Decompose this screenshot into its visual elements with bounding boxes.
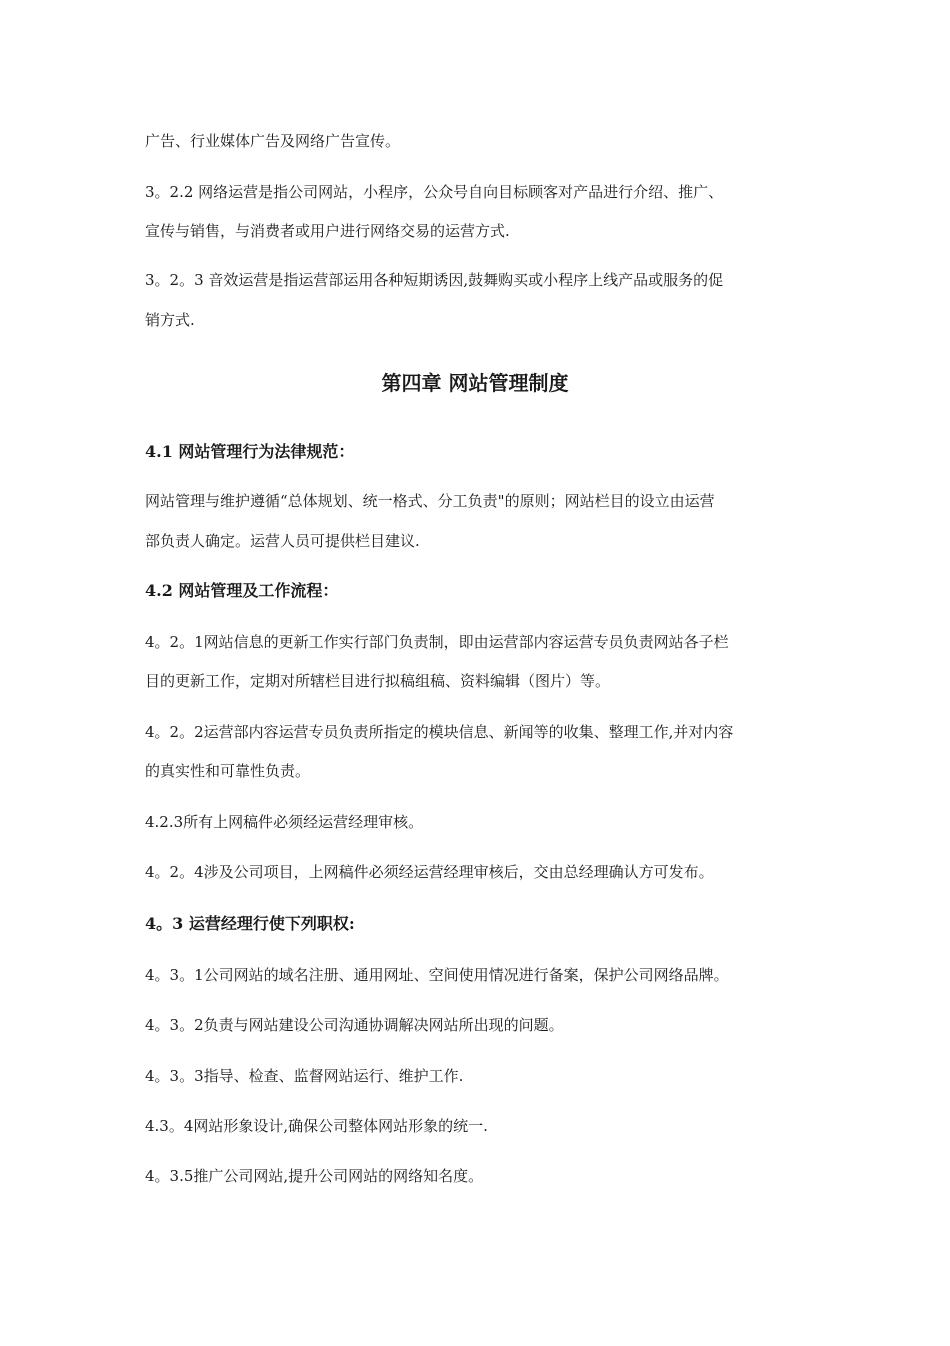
- paragraph-4-3-4: 4.3。4网站形象设计,确保公司整体网站形象的统一.: [145, 1117, 488, 1135]
- paragraph-3-2-2-line-2: 宣传与销售，与消费者或用户进行网络交易的运营方式.: [145, 222, 510, 240]
- intro-line: 广告、行业媒体广告及网络广告宣传。: [145, 132, 401, 150]
- section-4-1-line-2: 部负责人确定。运营人员可提供栏目建议.: [145, 532, 420, 550]
- section-4-3-heading: 4。3 运营经理行使下列职权:: [145, 914, 355, 933]
- paragraph-4-3-2: 4。3。2负责与网站建设公司沟通协调解决网站所出现的问题。: [145, 1016, 564, 1034]
- paragraph-4-2-3: 4.2.3所有上网稿件必须经运营经理审核。: [145, 813, 424, 831]
- section-4-1-line-1: 网站管理与维护遵循“总体规划、统一格式、分工负责"的原则；网站栏目的设立由运营: [145, 492, 715, 510]
- paragraph-4-2-2-line-2: 的真实性和可靠性负责。: [145, 762, 311, 780]
- paragraph-4-2-4: 4。2。4涉及公司项目，上网稿件必须经运营经理审核后，交由总经理确认方可发布。: [145, 863, 714, 881]
- paragraph-4-3-1: 4。3。1公司网站的域名注册、通用网址、空间使用情况进行备案，保护公司网络品牌。: [145, 966, 729, 984]
- paragraph-4-2-1-line-1: 4。2。1网站信息的更新工作实行部门负责制，即由运营部内容运营专员负责网站各子栏: [145, 633, 729, 651]
- paragraph-3-2-3-line-1: 3。2。3 音效运营是指运营部运用各种短期诱因,鼓舞购买或小程序上线产品或服务的促: [145, 271, 724, 289]
- paragraph-4-3-5: 4。3.5推广公司网站,提升公司网站的网络知名度。: [145, 1167, 484, 1185]
- section-4-2-heading: 4.2 网站管理及工作流程：: [145, 581, 339, 600]
- section-4-1-heading: 4.1 网站管理行为法律规范：: [145, 442, 355, 461]
- chapter-title: 第四章 网站管理制度: [381, 371, 569, 395]
- paragraph-4-2-2-line-1: 4。2。2运营部内容运营专员负责所指定的模块信息、新闻等的收集、整理工作,并对内容: [145, 723, 734, 741]
- paragraph-3-2-3-line-2: 销方式.: [145, 311, 195, 329]
- paragraph-4-3-3: 4。3。3指导、检查、监督网站运行、维护工作.: [145, 1067, 464, 1085]
- paragraph-4-2-1-line-2: 目的更新工作，定期对所辖栏目进行拟稿组稿、资料编辑（图片）等。: [145, 672, 611, 690]
- paragraph-3-2-2-line-1: 3。2.2 网络运营是指公司网站，小程序，公众号自向目标顾客对产品进行介绍、推广、: [145, 183, 724, 201]
